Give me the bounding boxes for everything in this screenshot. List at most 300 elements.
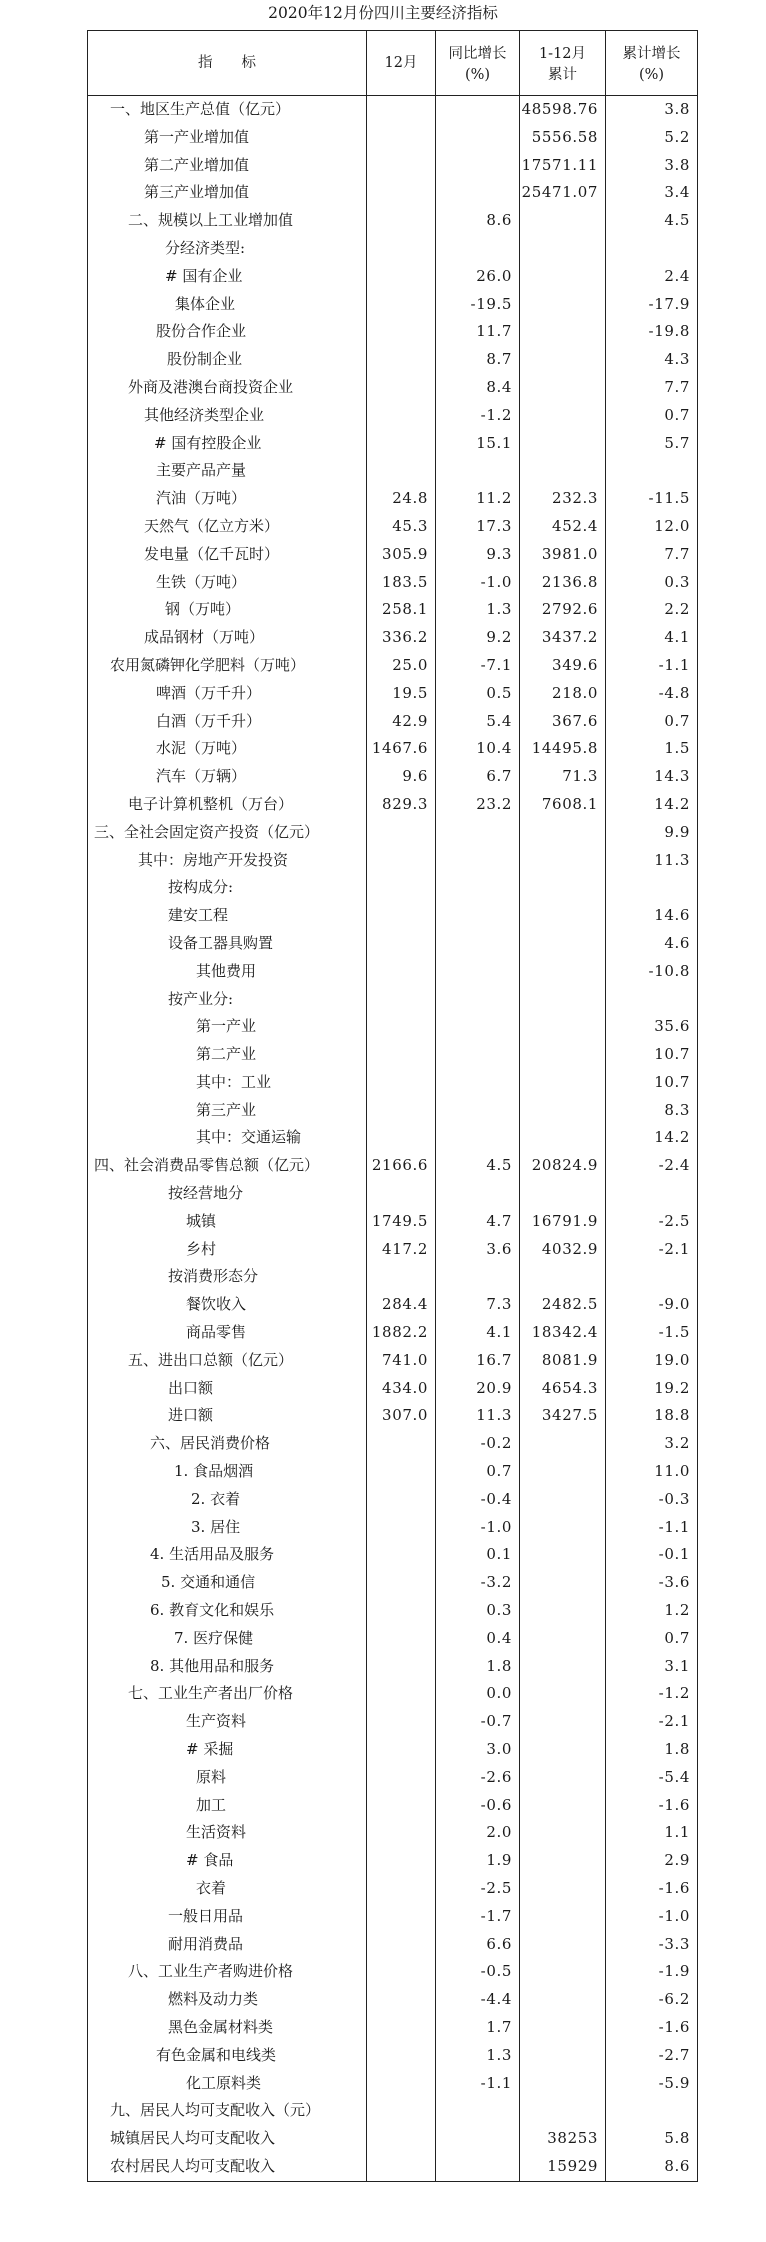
ytd-total-cell: [520, 2097, 606, 2125]
table-row: [88, 318, 698, 346]
indicator-cell: 生活资料: [88, 1819, 367, 1847]
month-cell: 741.0: [367, 1347, 436, 1375]
yoy-growth-cell: 5.4: [436, 708, 520, 736]
cumulative-growth-cell: -1.6: [606, 1792, 698, 1820]
indicator-cell: 城镇居民人均可支配收入: [88, 2125, 367, 2153]
ytd-total-cell: [520, 1097, 606, 1125]
header-cum-line2: (%): [638, 67, 665, 83]
yoy-growth-cell: [436, 1041, 520, 1069]
indicator-cell: 农用氮磷钾化学肥料（万吨）: [88, 652, 367, 680]
table-row: [88, 819, 698, 847]
ytd-total-cell: 16791.9: [520, 1208, 606, 1236]
yoy-growth-cell: 7.3: [436, 1291, 520, 1319]
table-row: [88, 1847, 698, 1875]
indicator-cell: 建安工程: [88, 902, 367, 930]
indicator-cell: 加工: [88, 1792, 367, 1820]
indicator-cell: 五、进出口总额（亿元）: [88, 1347, 367, 1375]
table-row: [88, 96, 698, 124]
ytd-total-cell: [520, 1514, 606, 1542]
indicator-cell: 其中：交通运输: [88, 1124, 367, 1152]
cumulative-growth-cell: -2.1: [606, 1708, 698, 1736]
month-cell: [367, 1041, 436, 1069]
economic-indicators-table: [87, 30, 698, 2182]
table-row: [88, 1069, 698, 1097]
indicator-cell: 原料: [88, 1764, 367, 1792]
yoy-growth-cell: [436, 152, 520, 180]
yoy-growth-cell: 23.2: [436, 791, 520, 819]
indicator-cell: 按经营地分: [88, 1180, 367, 1208]
month-cell: [367, 1875, 436, 1903]
month-cell: [367, 1903, 436, 1931]
month-cell: [367, 1430, 436, 1458]
ytd-total-cell: [520, 1069, 606, 1097]
month-cell: [367, 2097, 436, 2125]
cumulative-growth-cell: -2.4: [606, 1152, 698, 1180]
yoy-growth-cell: 1.3: [436, 596, 520, 624]
ytd-total-cell: [520, 1792, 606, 1820]
yoy-growth-cell: [436, 819, 520, 847]
yoy-growth-cell: -7.1: [436, 652, 520, 680]
indicator-cell: 3. 居住: [88, 1514, 367, 1542]
month-cell: [367, 1764, 436, 1792]
indicator-cell: 天然气（亿立方米）: [88, 513, 367, 541]
yoy-growth-cell: [436, 96, 520, 124]
table-row: [88, 1152, 698, 1180]
indicator-cell: 化工原料类: [88, 2070, 367, 2098]
cumulative-growth-cell: 1.5: [606, 735, 698, 763]
table-row: [88, 763, 698, 791]
indicator-cell: 七、工业生产者出厂价格: [88, 1680, 367, 1708]
indicator-cell: 一般日用品: [88, 1903, 367, 1931]
table-row: [88, 902, 698, 930]
yoy-growth-cell: -0.7: [436, 1708, 520, 1736]
indicator-cell: 农村居民人均可支配收入: [88, 2153, 367, 2181]
ytd-total-cell: [520, 2070, 606, 2098]
indicator-cell: 4. 生活用品及服务: [88, 1541, 367, 1569]
indicator-cell: 商品零售: [88, 1319, 367, 1347]
yoy-growth-cell: [436, 2153, 520, 2181]
header-yoy-line2: (%): [464, 67, 491, 83]
indicator-cell: 发电量（亿千瓦时）: [88, 541, 367, 569]
yoy-growth-cell: [436, 235, 520, 263]
yoy-growth-cell: -1.1: [436, 2070, 520, 2098]
cumulative-growth-cell: 3.8: [606, 96, 698, 124]
yoy-growth-cell: -1.2: [436, 402, 520, 430]
yoy-growth-cell: 2.0: [436, 1819, 520, 1847]
ytd-total-cell: [520, 930, 606, 958]
yoy-growth-cell: [436, 902, 520, 930]
cumulative-growth-cell: 5.8: [606, 2125, 698, 2153]
indicator-cell: 2. 衣着: [88, 1486, 367, 1514]
indicator-cell: 股份制企业: [88, 346, 367, 374]
indicator-cell: 衣着: [88, 1875, 367, 1903]
month-cell: [367, 2042, 436, 2070]
table-row: [88, 1375, 698, 1403]
indicator-cell: 城镇: [88, 1208, 367, 1236]
yoy-growth-cell: 3.6: [436, 1236, 520, 1264]
month-cell: 183.5: [367, 569, 436, 597]
ytd-total-cell: 71.3: [520, 763, 606, 791]
month-cell: [367, 930, 436, 958]
cumulative-growth-cell: -1.6: [606, 2014, 698, 2042]
cumulative-growth-cell: [606, 457, 698, 485]
yoy-growth-cell: -0.2: [436, 1430, 520, 1458]
indicator-cell: 啤酒（万千升）: [88, 680, 367, 708]
month-cell: [367, 819, 436, 847]
table-row: [88, 569, 698, 597]
table-row: [88, 1708, 698, 1736]
month-cell: [367, 1653, 436, 1681]
month-cell: [367, 958, 436, 986]
cumulative-growth-cell: -1.0: [606, 1903, 698, 1931]
month-cell: [367, 291, 436, 319]
cumulative-growth-cell: 12.0: [606, 513, 698, 541]
indicator-cell: 耐用消费品: [88, 1931, 367, 1959]
table-row: [88, 485, 698, 513]
indicator-cell: 钢（万吨）: [88, 596, 367, 624]
cumulative-growth-cell: -9.0: [606, 1291, 698, 1319]
table-row: [88, 1819, 698, 1847]
indicator-cell: 第一产业: [88, 1013, 367, 1041]
ytd-total-cell: 2482.5: [520, 1291, 606, 1319]
header-yoy-line1: 同比增长: [448, 46, 507, 62]
cumulative-growth-cell: 1.2: [606, 1597, 698, 1625]
cumulative-growth-cell: -2.1: [606, 1236, 698, 1264]
cumulative-growth-cell: -1.1: [606, 1514, 698, 1542]
table-row: [88, 1764, 698, 1792]
cumulative-growth-cell: 5.7: [606, 430, 698, 458]
header-ytd: [520, 31, 606, 96]
cumulative-growth-cell: 14.2: [606, 1124, 698, 1152]
ytd-total-cell: 3981.0: [520, 541, 606, 569]
indicator-cell: 其他费用: [88, 958, 367, 986]
month-cell: 284.4: [367, 1291, 436, 1319]
indicator-cell: 第三产业增加值: [88, 179, 367, 207]
table-row: [88, 207, 698, 235]
ytd-total-cell: [520, 874, 606, 902]
ytd-total-cell: 25471.07: [520, 179, 606, 207]
yoy-growth-cell: 0.5: [436, 680, 520, 708]
cumulative-growth-cell: 10.7: [606, 1041, 698, 1069]
yoy-growth-cell: [436, 1263, 520, 1291]
header-ytd-line2: 累计: [548, 67, 577, 83]
month-cell: [367, 1847, 436, 1875]
table-row: [88, 1124, 698, 1152]
month-cell: [367, 2153, 436, 2181]
month-cell: 42.9: [367, 708, 436, 736]
ytd-total-cell: 349.6: [520, 652, 606, 680]
yoy-growth-cell: -1.0: [436, 569, 520, 597]
indicator-cell: 第一产业增加值: [88, 124, 367, 152]
yoy-growth-cell: [436, 2125, 520, 2153]
yoy-growth-cell: 4.5: [436, 1152, 520, 1180]
ytd-total-cell: 17571.11: [520, 152, 606, 180]
month-cell: [367, 847, 436, 875]
cumulative-growth-cell: [606, 1263, 698, 1291]
month-cell: 45.3: [367, 513, 436, 541]
month-cell: [367, 1597, 436, 1625]
cumulative-growth-cell: -2.7: [606, 2042, 698, 2070]
table-row: [88, 1541, 698, 1569]
ytd-total-cell: 48598.76: [520, 96, 606, 124]
cumulative-growth-cell: 4.5: [606, 207, 698, 235]
indicator-cell: 九、居民人均可支配收入（元）: [88, 2097, 367, 2125]
table-row: [88, 1597, 698, 1625]
month-cell: [367, 263, 436, 291]
table-row: [88, 1958, 698, 1986]
table-row: [88, 430, 698, 458]
cumulative-growth-cell: 3.4: [606, 179, 698, 207]
table-row: [88, 1319, 698, 1347]
indicator-cell: 7. 医疗保健: [88, 1625, 367, 1653]
ytd-total-cell: [520, 291, 606, 319]
ytd-total-cell: [520, 374, 606, 402]
table-row: [88, 235, 698, 263]
header-cum: [606, 31, 698, 96]
page-title: 2020年12月份四川主要经济指标: [268, 4, 498, 22]
header-indicator: 指 标: [88, 31, 367, 96]
month-cell: [367, 1569, 436, 1597]
yoy-growth-cell: 0.3: [436, 1597, 520, 1625]
ytd-total-cell: 20824.9: [520, 1152, 606, 1180]
month-cell: 1882.2: [367, 1319, 436, 1347]
table-row: [88, 2097, 698, 2125]
ytd-total-cell: 4654.3: [520, 1375, 606, 1403]
ytd-total-cell: [520, 1764, 606, 1792]
indicator-cell: 设备工器具购置: [88, 930, 367, 958]
month-cell: [367, 1458, 436, 1486]
month-cell: 258.1: [367, 596, 436, 624]
table-row: [88, 1402, 698, 1430]
yoy-growth-cell: 16.7: [436, 1347, 520, 1375]
month-cell: 336.2: [367, 624, 436, 652]
indicator-cell: 其他经济类型企业: [88, 402, 367, 430]
yoy-growth-cell: 1.7: [436, 2014, 520, 2042]
cumulative-growth-cell: 19.0: [606, 1347, 698, 1375]
yoy-growth-cell: -0.5: [436, 1958, 520, 1986]
yoy-growth-cell: [436, 1069, 520, 1097]
yoy-growth-cell: [436, 179, 520, 207]
yoy-growth-cell: [436, 1097, 520, 1125]
table-row: [88, 541, 698, 569]
cumulative-growth-cell: 0.3: [606, 569, 698, 597]
month-cell: [367, 1124, 436, 1152]
month-cell: [367, 1958, 436, 1986]
table-row: [88, 1569, 698, 1597]
cumulative-growth-cell: [606, 235, 698, 263]
month-cell: [367, 1986, 436, 2014]
month-cell: 417.2: [367, 1236, 436, 1264]
indicator-cell: 成品钢材（万吨）: [88, 624, 367, 652]
table-row: [88, 680, 698, 708]
yoy-growth-cell: 9.3: [436, 541, 520, 569]
ytd-total-cell: [520, 1263, 606, 1291]
month-cell: [367, 2070, 436, 2098]
ytd-total-cell: [520, 1486, 606, 1514]
cumulative-growth-cell: -4.8: [606, 680, 698, 708]
ytd-total-cell: [520, 1041, 606, 1069]
yoy-growth-cell: [436, 124, 520, 152]
header-ytd-line1: 1-12月: [538, 46, 587, 62]
ytd-total-cell: 2792.6: [520, 596, 606, 624]
month-cell: [367, 430, 436, 458]
cumulative-growth-cell: 3.2: [606, 1430, 698, 1458]
ytd-total-cell: [520, 402, 606, 430]
yoy-growth-cell: [436, 986, 520, 1014]
cumulative-growth-cell: -1.6: [606, 1875, 698, 1903]
yoy-growth-cell: 11.2: [436, 485, 520, 513]
indicator-cell: 燃料及动力类: [88, 1986, 367, 2014]
table-row: [88, 1792, 698, 1820]
cumulative-growth-cell: 3.8: [606, 152, 698, 180]
indicator-cell: 黑色金属材料类: [88, 2014, 367, 2042]
header-cum-line1: 累计增长: [622, 46, 681, 62]
yoy-growth-cell: 10.4: [436, 735, 520, 763]
ytd-total-cell: 7608.1: [520, 791, 606, 819]
cumulative-growth-cell: -2.5: [606, 1208, 698, 1236]
ytd-total-cell: [520, 1875, 606, 1903]
ytd-total-cell: [520, 1013, 606, 1041]
indicator-cell: # 国有控股企业: [88, 430, 367, 458]
table-row: [88, 374, 698, 402]
cumulative-growth-cell: -1.5: [606, 1319, 698, 1347]
ytd-total-cell: [520, 958, 606, 986]
table-row: [88, 1986, 698, 2014]
ytd-total-cell: 14495.8: [520, 735, 606, 763]
cumulative-growth-cell: -19.8: [606, 318, 698, 346]
yoy-growth-cell: [436, 958, 520, 986]
table-row: [88, 1347, 698, 1375]
ytd-total-cell: [520, 1569, 606, 1597]
yoy-growth-cell: 0.1: [436, 1541, 520, 1569]
table-body: [88, 96, 698, 2182]
ytd-total-cell: [520, 1430, 606, 1458]
table-row: [88, 791, 698, 819]
yoy-growth-cell: -4.4: [436, 1986, 520, 2014]
table-row: [88, 152, 698, 180]
cumulative-growth-cell: -1.1: [606, 652, 698, 680]
indicator-cell: 按产业分:: [88, 986, 367, 1014]
indicator-cell: 出口额: [88, 1375, 367, 1403]
yoy-growth-cell: [436, 847, 520, 875]
table-row: [88, 1736, 698, 1764]
ytd-total-cell: [520, 902, 606, 930]
ytd-total-cell: [520, 1708, 606, 1736]
yoy-growth-cell: 8.4: [436, 374, 520, 402]
yoy-growth-cell: -1.0: [436, 1514, 520, 1542]
month-cell: 305.9: [367, 541, 436, 569]
table-row: [88, 1236, 698, 1264]
yoy-growth-cell: 26.0: [436, 263, 520, 291]
table-row: [88, 1430, 698, 1458]
ytd-total-cell: [520, 1180, 606, 1208]
ytd-total-cell: [520, 207, 606, 235]
month-cell: [367, 1625, 436, 1653]
cumulative-growth-cell: 14.6: [606, 902, 698, 930]
indicator-cell: 进口额: [88, 1402, 367, 1430]
ytd-total-cell: [520, 430, 606, 458]
table-row: [88, 1180, 698, 1208]
indicator-cell: 1. 食品烟酒: [88, 1458, 367, 1486]
ytd-total-cell: [520, 2014, 606, 2042]
month-cell: [367, 1486, 436, 1514]
table-row: [88, 1291, 698, 1319]
table-row: [88, 1458, 698, 1486]
indicator-cell: 水泥（万吨）: [88, 735, 367, 763]
table-row: [88, 513, 698, 541]
ytd-total-cell: [520, 1986, 606, 2014]
month-cell: 24.8: [367, 485, 436, 513]
indicator-cell: 第二产业增加值: [88, 152, 367, 180]
ytd-total-cell: 38253: [520, 2125, 606, 2153]
month-cell: [367, 2125, 436, 2153]
ytd-total-cell: 15929: [520, 2153, 606, 2181]
indicator-cell: 其中：工业: [88, 1069, 367, 1097]
indicator-cell: 其中：房地产开发投资: [88, 847, 367, 875]
indicator-cell: # 采掘: [88, 1736, 367, 1764]
month-cell: 1749.5: [367, 1208, 436, 1236]
month-cell: [367, 318, 436, 346]
month-cell: [367, 902, 436, 930]
header-yoy: [436, 31, 520, 96]
ytd-total-cell: [520, 1847, 606, 1875]
ytd-total-cell: [520, 1625, 606, 1653]
cumulative-growth-cell: -10.8: [606, 958, 698, 986]
cumulative-growth-cell: -1.2: [606, 1680, 698, 1708]
yoy-growth-cell: 8.7: [436, 346, 520, 374]
yoy-growth-cell: -19.5: [436, 291, 520, 319]
cumulative-growth-cell: -3.3: [606, 1931, 698, 1959]
yoy-growth-cell: 11.7: [436, 318, 520, 346]
yoy-growth-cell: 8.6: [436, 207, 520, 235]
yoy-growth-cell: -3.2: [436, 1569, 520, 1597]
yoy-growth-cell: 17.3: [436, 513, 520, 541]
indicator-cell: # 国有企业: [88, 263, 367, 291]
cumulative-growth-cell: 8.6: [606, 2153, 698, 2181]
month-cell: [367, 1541, 436, 1569]
month-cell: 9.6: [367, 763, 436, 791]
month-cell: [367, 1792, 436, 1820]
yoy-growth-cell: 1.8: [436, 1653, 520, 1681]
table-row: [88, 1041, 698, 1069]
cumulative-growth-cell: 10.7: [606, 1069, 698, 1097]
ytd-total-cell: 5556.58: [520, 124, 606, 152]
yoy-growth-cell: 3.0: [436, 1736, 520, 1764]
yoy-growth-cell: -1.7: [436, 1903, 520, 1931]
table-row: [88, 2125, 698, 2153]
cumulative-growth-cell: 11.3: [606, 847, 698, 875]
month-cell: [367, 1013, 436, 1041]
month-cell: [367, 1736, 436, 1764]
indicator-cell: 餐饮收入: [88, 1291, 367, 1319]
table-row: [88, 1680, 698, 1708]
ytd-total-cell: 232.3: [520, 485, 606, 513]
yoy-growth-cell: 4.1: [436, 1319, 520, 1347]
month-cell: [367, 1819, 436, 1847]
table-row: [88, 1875, 698, 1903]
yoy-growth-cell: 0.0: [436, 1680, 520, 1708]
indicator-cell: 第二产业: [88, 1041, 367, 1069]
month-cell: [367, 874, 436, 902]
month-cell: [367, 2014, 436, 2042]
ytd-total-cell: [520, 1458, 606, 1486]
cumulative-growth-cell: -5.4: [606, 1764, 698, 1792]
month-cell: [367, 1180, 436, 1208]
ytd-total-cell: 367.6: [520, 708, 606, 736]
ytd-total-cell: 4032.9: [520, 1236, 606, 1264]
cumulative-growth-cell: 14.2: [606, 791, 698, 819]
table-row: [88, 958, 698, 986]
